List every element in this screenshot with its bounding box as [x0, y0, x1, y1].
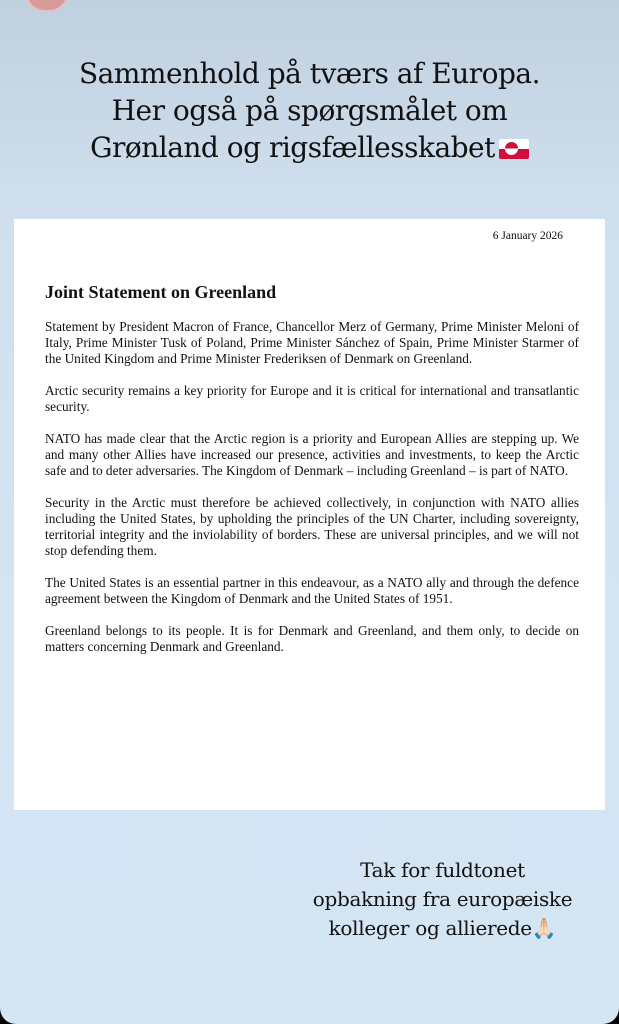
document-title: Joint Statement on Greenland [45, 282, 277, 302]
caption-line: kolleger og allierede🙏🏻 [328, 916, 557, 940]
document-body [45, 319, 579, 671]
document-date: 6 January 2026 [492, 230, 563, 242]
headline-line: Her også på spørgsmålet om [111, 94, 508, 127]
thanks-caption [290, 856, 595, 943]
caption-line: opbakning fra europæiske [312, 887, 573, 911]
avatar[interactable] [25, 0, 69, 12]
story-headline [0, 55, 619, 166]
paragraph: The United States is an essential partner in this endeavour, as a NATO ally and through the defence agreement between the Kingdom of Denmark and the United States of 1951. [45, 575, 579, 606]
statement-document [14, 219, 605, 810]
headline-line: Sammenhold på tværs af Europa. [79, 57, 540, 90]
greenland-flag-icon [499, 139, 529, 159]
paragraph: Statement by President Macron of France, Chancellor Merz of Germany, Prime Minister Meloni of Italy, Prime Minister Tusk of Poland, Prime Minister Sánchez of Spain, Prime Minister Starmer of the United Kingdom and Prime Minister Frederiksen of Denmark on Greenland. [45, 319, 579, 366]
paragraph: Greenland belongs to its people. It is for Denmark and Greenland, and them only, to decide on matters concerning Denmark and Greenland. [45, 623, 579, 654]
headline-line [0, 129, 619, 166]
headline-line-text: Grønland og rigsfællesskabet [90, 131, 495, 164]
paragraph: Security in the Arctic must therefore be achieved collectively, in conjunction with NATO allies including the United States, by upholding the principles of the UN Charter, including sovereignty, territorial integrity and the inviolability of borders. These are universal principles, and we will not stop defending them. [45, 495, 579, 558]
caption-line: Tak for fuldtonet [360, 858, 525, 882]
paragraph: NATO has made clear that the Arctic region is a priority and European Allies are stepping up. We and many other Allies have increased our presence, activities and investments, to keep the Arctic safe and to deter adversaries. The Kingdom of Denmark – including Greenland – is part of NATO. [45, 431, 579, 478]
paragraph: Arctic security remains a key priority for Europe and it is critical for international and transatlantic security. [45, 383, 579, 414]
